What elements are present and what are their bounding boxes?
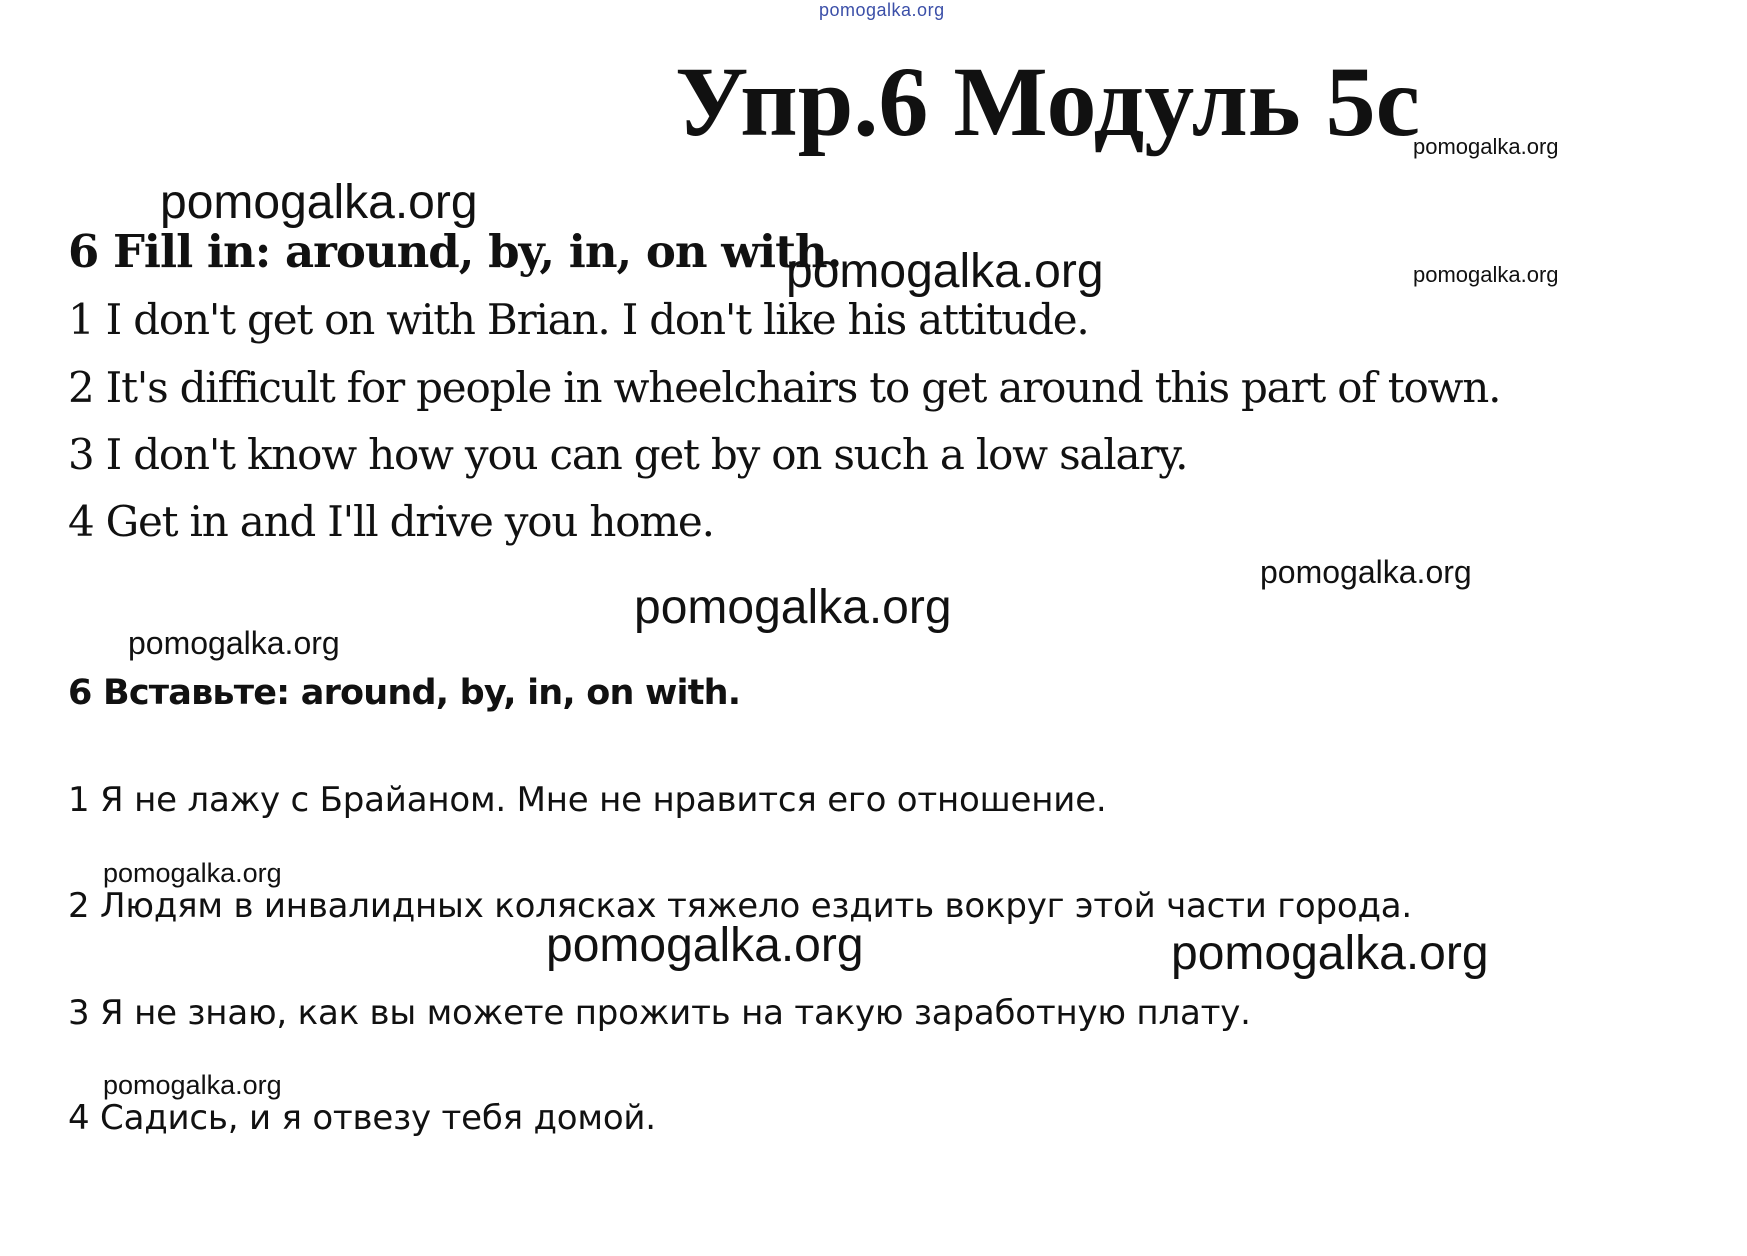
english-sentence: 4 Get in and I'll drive you home. [68,497,714,546]
english-sentence: 1 I don't get on with Brian. I don't like his attitude. [68,295,1089,344]
watermark: pomogalka.org [103,858,282,888]
watermark: pomogalka.org [103,1070,282,1100]
watermark: pomogalka.org [1413,134,1559,159]
russian-heading: 6 Вставьте: around, by, in, on with. [68,673,741,713]
russian-sentence: 2 Людям в инвалидных колясках тяжело ездить вокруг этой части города. [68,886,1412,926]
top-watermark: pomogalka.org [819,0,945,20]
watermark: pomogalka.org [1171,927,1489,980]
watermark: pomogalka.org [786,245,1104,298]
english-heading: 6 Fill in: around, by, in, on with. [68,225,842,278]
page-title: Упр.6 Модуль 5с [675,46,1421,157]
russian-sentence: 3 Я не знаю, как вы можете прожить на такую заработную плату. [68,993,1251,1033]
english-sentence: 3 I don't know how you can get by on such a low salary. [68,430,1188,479]
watermark: pomogalka.org [1260,554,1472,590]
watermark: pomogalka.org [160,176,478,229]
watermark: pomogalka.org [1413,262,1559,287]
watermark: pomogalka.org [634,581,952,634]
russian-sentence: 1 Я не лажу с Брайаном. Мне не нравится его отношение. [68,780,1107,820]
watermark: pomogalka.org [546,919,864,972]
english-sentence: 2 It's difficult for people in wheelchairs to get around this part of town. [68,363,1501,412]
russian-sentence: 4 Садись, и я отвезу тебя домой. [68,1098,656,1138]
watermark: pomogalka.org [128,625,340,661]
